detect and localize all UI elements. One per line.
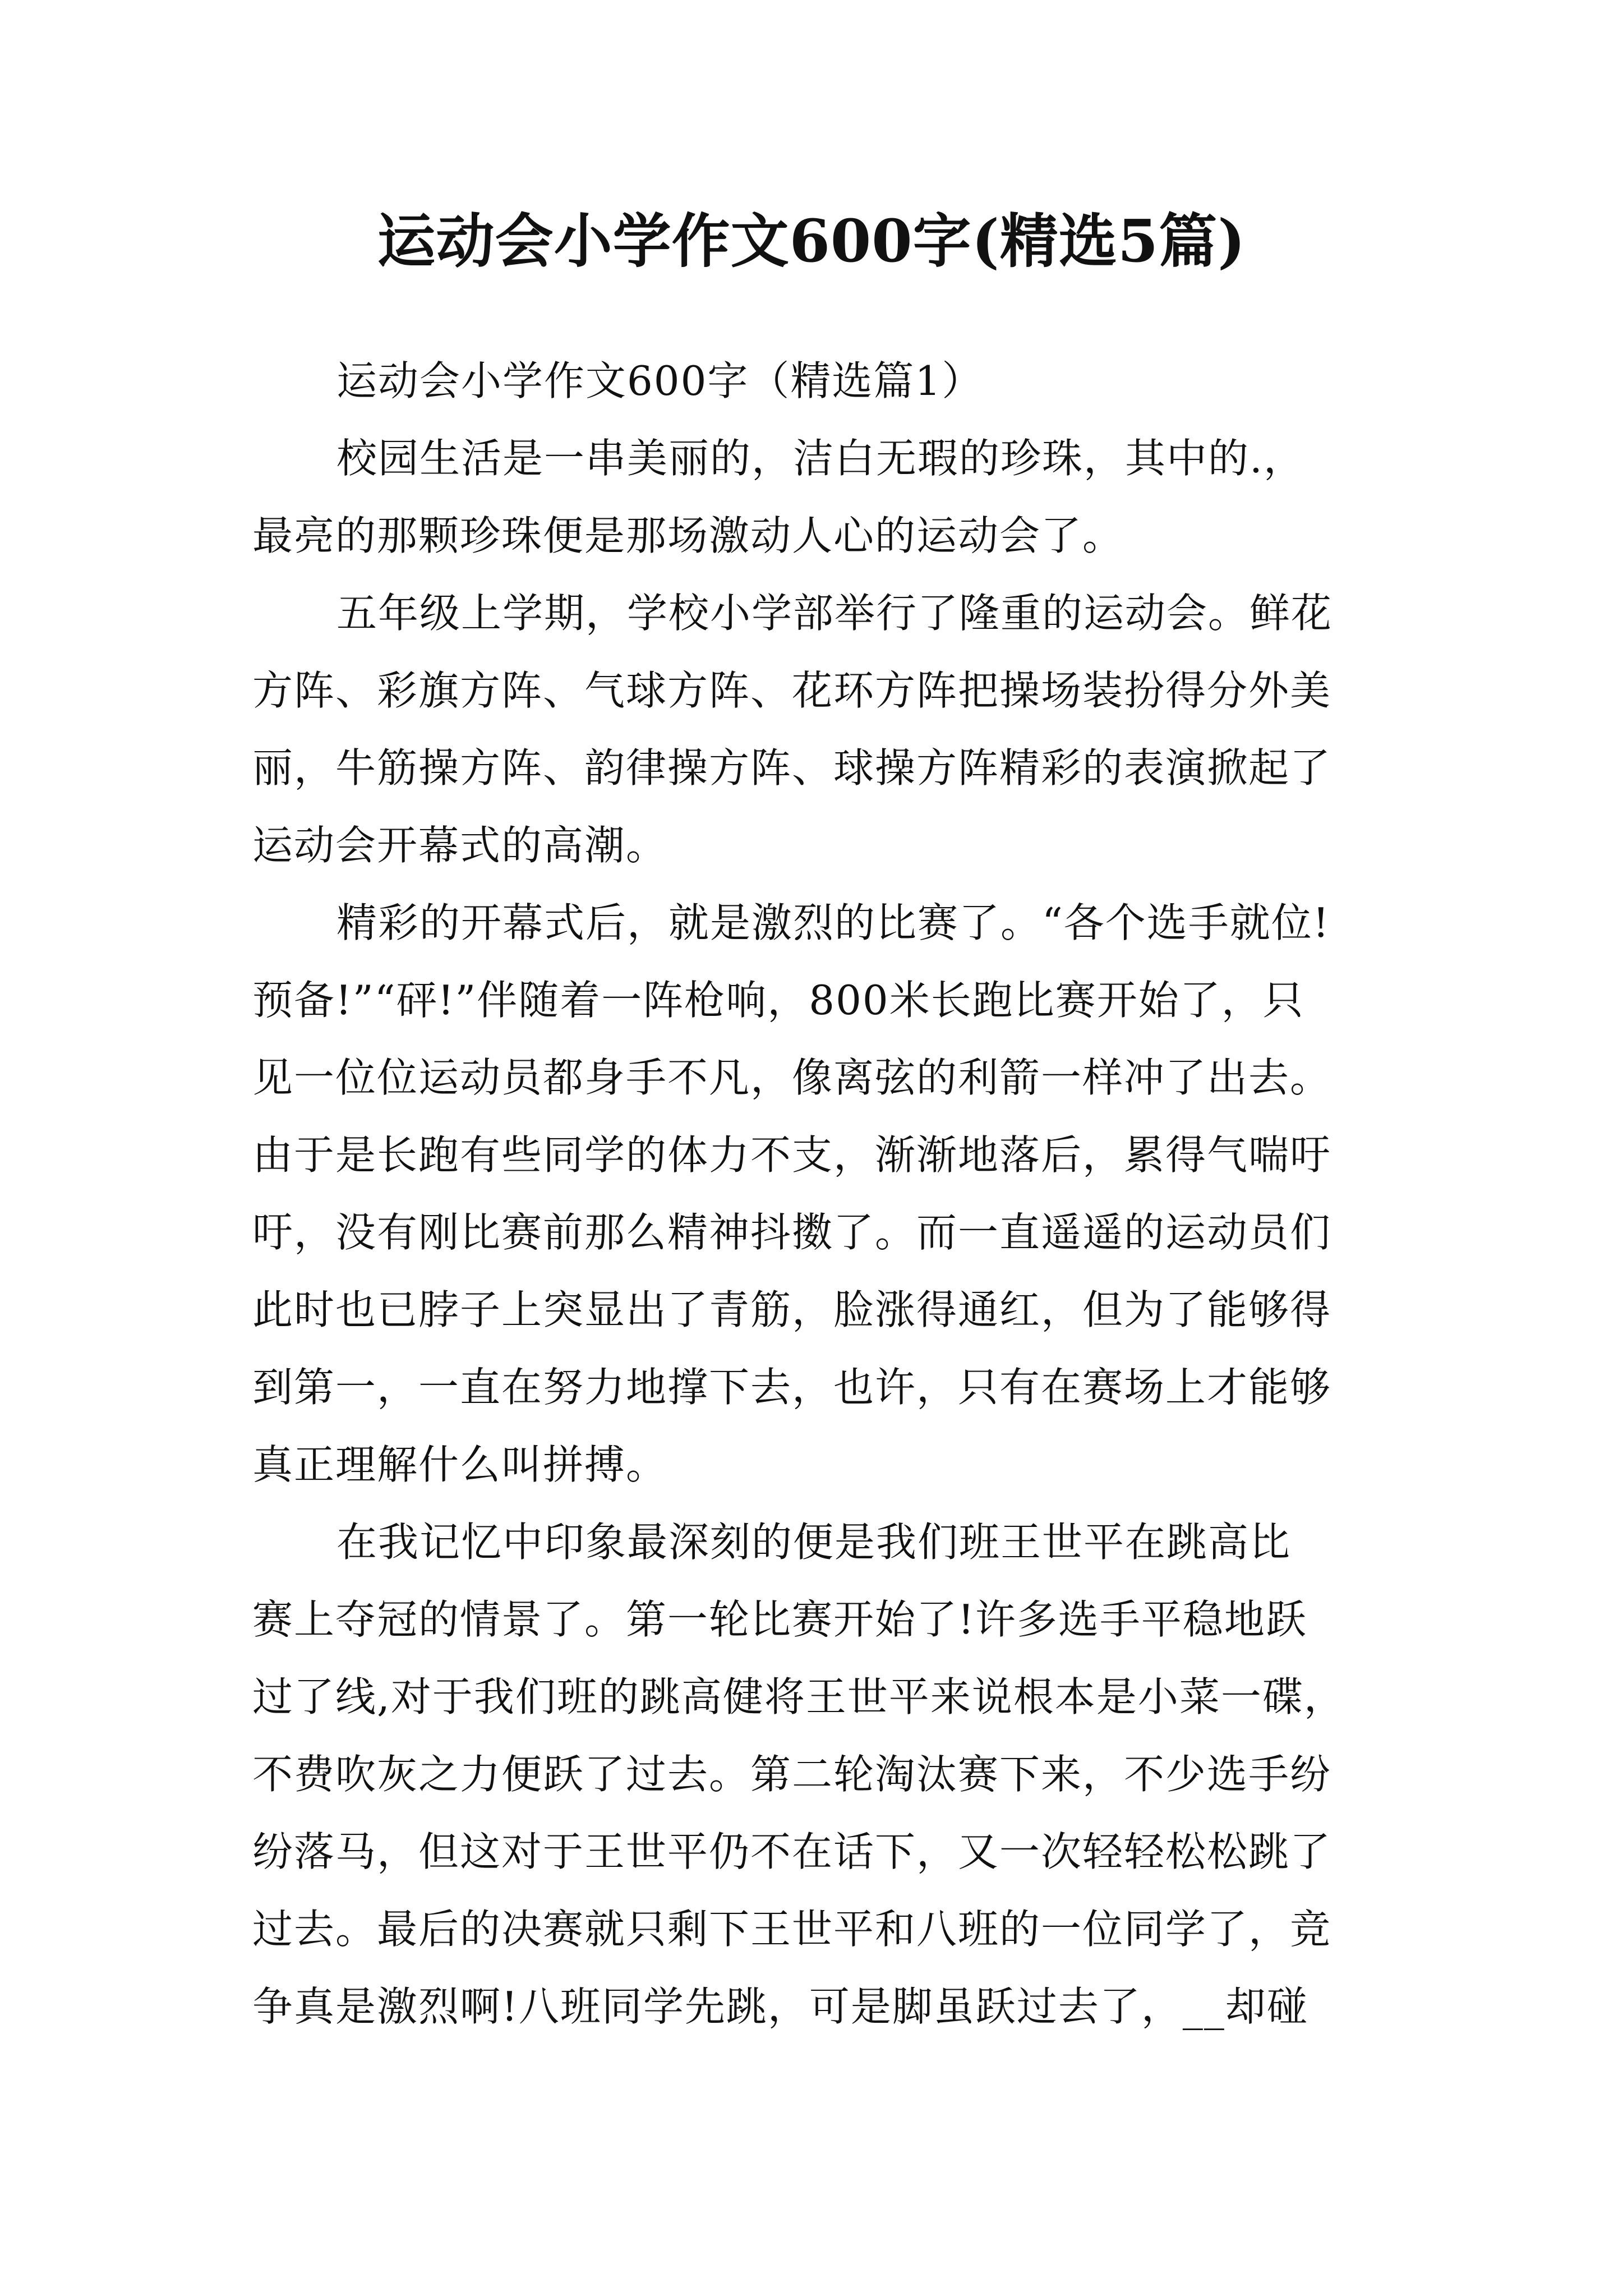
text-line: 最亮的那颗珍珠便是那场激动人心的运动会了。	[252, 512, 1124, 559]
text-line: 此时也已脖子上突显出了青筋，脸涨得通红，但为了能够得	[252, 1286, 1332, 1333]
text-line: 争真是激烈啊!八班同学先跳，可是脚虽跃过去了，__却碰	[252, 1983, 1308, 2030]
document-title: 运动会小学作文600字(精选5篇)	[377, 206, 1246, 275]
text-line: 五年级上学期，学校小学部举行了隆重的运动会。鲜花	[336, 590, 1333, 637]
text-line: 由于是长跑有些同学的体力不支，渐渐地落后，累得气喘吁	[252, 1131, 1332, 1179]
document-body	[252, 342, 1391, 2045]
text-line: 见一位位运动员都身手不凡，像离弦的利箭一样冲了出去。	[252, 1054, 1332, 1101]
text-line: 过去。最后的决赛就只剩下王世平和八班的一位同学了，竞	[252, 1906, 1332, 1953]
text-line: 方阵、彩旗方阵、气球方阵、花环方阵把操场装扮得分外美	[252, 667, 1332, 714]
text-line: 在我记忆中印象最深刻的便是我们班王世平在跳高比	[336, 1519, 1292, 1566]
text-line: 运动会开幕式的高潮。	[252, 822, 668, 869]
text-line: 赛上夺冠的情景了。第一轮比赛开始了!许多选手平稳地跃	[252, 1596, 1307, 1643]
text-line: 到第一，一直在努力地撑下去，也许，只有在赛场上才能够	[252, 1364, 1332, 1411]
text-line: 过了线,对于我们班的跳高健将王世平来说根本是小菜一碟，	[252, 1673, 1345, 1720]
text-line: 精彩的开幕式后，就是激烈的比赛了。“各个选手就位!	[336, 899, 1330, 946]
text-line: 不费吹灰之力便跃了过去。第二轮淘汰赛下来，不少选手纷	[252, 1751, 1332, 1798]
text-line: 运动会小学作文600字（精选篇1）	[336, 357, 984, 404]
text-line: 校园生活是一串美丽的，洁白无瑕的珍珠，其中的.，	[336, 435, 1305, 482]
text-line: 预备!”“砰!”伴随着一阵枪响，800米长跑比赛开始了，只	[252, 977, 1304, 1024]
text-line: 吁，没有刚比赛前那么精神抖擞了。而一直遥遥的运动员们	[252, 1209, 1332, 1256]
text-line: 纷落马，但这对于王世平仍不在话下，又一次轻轻松松跳了	[252, 1828, 1332, 1875]
text-line: 真正理解什么叫拼搏。	[252, 1441, 668, 1488]
text-line: 丽，牛筋操方阵、韵律操方阵、球操方阵精彩的表演掀起了	[252, 744, 1332, 792]
